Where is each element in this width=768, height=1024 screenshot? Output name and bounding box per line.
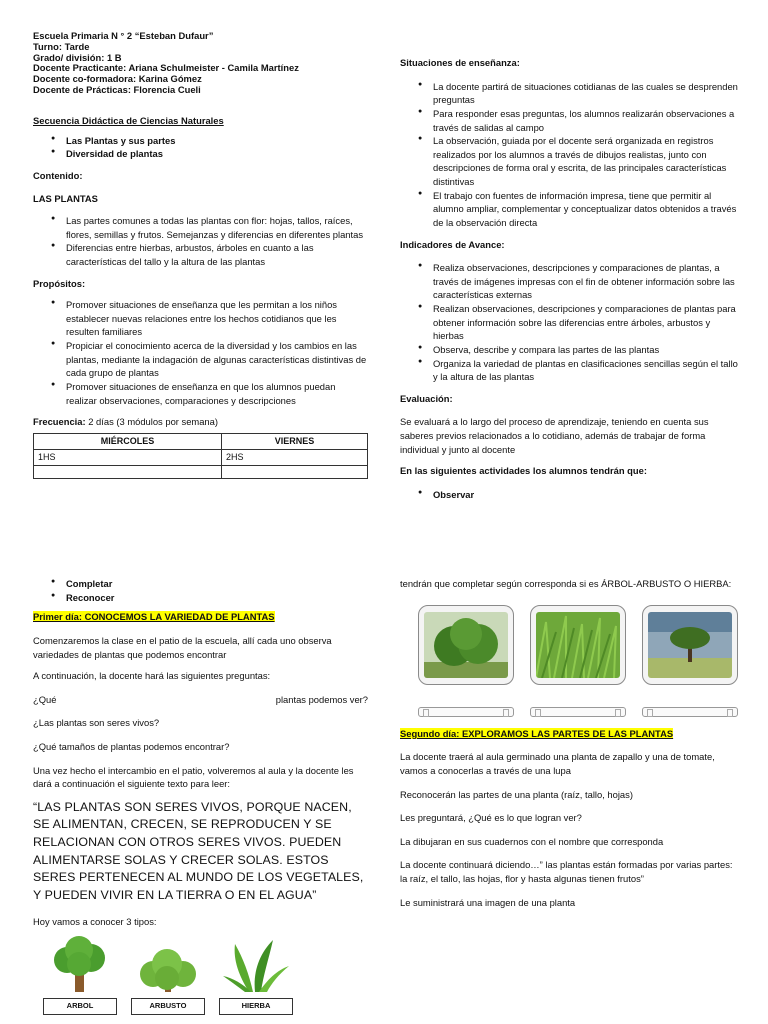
question-3: ¿Qué tamaños de plantas podemos encontrar? (33, 741, 230, 752)
list-item: ● Diferencias entre hierbas, arbustos, árboles en cuanto a las características del tallo y la altura de las plantas (33, 241, 368, 268)
header-coformadora: Docente co-formadora: Karina Gómez (33, 73, 202, 85)
dia1-intro: Comenzaremos la clase en el patio de la escuela, allí cada uno observa variedades de plantas que podemos encontrar (33, 634, 332, 660)
list-item: ● Diversidad de plantas (33, 147, 368, 161)
situaciones-list (400, 80, 738, 230)
dia2-para: La docente continuará diciendo…” las plantas están formadas por varias partes: la raíz, el tallo, las hojas, flor y hasta algunas tienen frutos” (400, 859, 733, 884)
list-item: ● Las partes comunes a todas las plantas con flor: hojas, tallos, raíces, flores, semillas y frutos. Semejanzas y diferencias en diferentes plantas (33, 214, 368, 241)
list-item: ● Observa, describe y compara las partes de las plantas (400, 343, 738, 357)
plant-card-arbol (43, 936, 117, 1015)
bush-photo-icon (424, 612, 508, 678)
list-item: ● Organiza la variedad de plantas en clasificaciones sencillas según el tallo y la altura de las plantas (400, 357, 738, 384)
actividades-list (400, 488, 738, 502)
dia2-para: La dibujaran en sus cuadernos con el nombre que corresponda (400, 835, 664, 847)
left-bottom-column (33, 577, 368, 1015)
right-bottom-column (400, 577, 738, 917)
answer-slots (418, 707, 738, 717)
topics-list (33, 134, 368, 161)
table-row (34, 449, 368, 465)
list-item: ● Promover situaciones de enseñanza que les permitan a los niños establecer nuevas relaciones entre los hechos cotidianos que les resulten familiares (33, 298, 368, 339)
dia2-para: La docente traerá al aula germinado una planta de zapallo y una de tomate, vamos a conocerlas a través de una lupa (400, 751, 715, 776)
contenido-list (33, 214, 368, 269)
header-grado: Grado/ división: 1 B (33, 51, 122, 63)
secuencia-title: Secuencia Didáctica de Ciencias Naturales (33, 114, 224, 126)
reading-quote: “LAS PLANTAS SON SERES VIVOS, PORQUE NACEN, SE ALIMENTAN, CRECEN, SE REPRODUCEN Y SE RELACIONAN CON OTROS SERES VIVOS. PUEDEN ALIMENTARSE SOLAS Y CRECER SOLAS. ESTOS SERES PERTENECEN AL MUNDO DE LOS VEGETALES, Y PUEDEN VIVIR EN LA TIERRA O EN EL AGUA” (33, 799, 364, 902)
grass-icon (219, 936, 293, 994)
answer-slot-3[interactable] (642, 707, 738, 717)
table-cell: 1HS (34, 449, 222, 465)
answer-slot-2[interactable] (530, 707, 626, 717)
dia1-reading-intro: Una vez hecho el intercambio en el patio, volveremos al aula y la docente les dará a continuación el siguiente texto para leer: (33, 764, 354, 790)
list-item: ● Las Plantas y sus partes (33, 134, 368, 148)
evaluacion-text: Se evaluará a lo largo del proceso de aprendizaje, teniendo en cuenta sus saberes previos relacionados a lo cotidiano, además de trabajar de forma individual y junto al docente (400, 416, 709, 455)
actividades-list-continued (33, 577, 368, 604)
question-1-start: ¿Qué (33, 693, 57, 705)
list-item: ● Promover situaciones de enseñanza en que los alumnos puedan realizar observaciones, comparaciones y descripciones (33, 380, 368, 407)
photo-card-grass (530, 605, 626, 685)
table-cell (222, 465, 368, 478)
frecuencia-value: 2 días (3 módulos por semana) (85, 416, 218, 428)
header-school: Escuela Primaria N ° 2 “Esteban Dufaur” (33, 30, 214, 41)
frecuencia-table (33, 433, 368, 479)
list-item: ● Realizan observaciones, descripciones y comparaciones de plantas para obtener información sobre las diferencias entre árboles, arbustos y hierbas (400, 302, 738, 343)
bush-icon (131, 936, 205, 994)
answer-slot-1[interactable] (418, 707, 514, 717)
header-practicas: Docente de Prácticas: Florencia Cueli (33, 84, 201, 96)
tree-photo-icon (648, 612, 732, 678)
list-item: ● Realiza observaciones, descripciones y comparaciones de plantas, a través de imágenes impresas con el fin de obtener información sobre las características externas (400, 261, 738, 302)
plant-types-row (43, 936, 368, 1015)
classification-photos (410, 597, 746, 693)
dia1-title: Primer día: CONOCEMOS LA VARIEDAD DE PLANTAS (33, 611, 275, 623)
table-cell: 2HS (222, 449, 368, 465)
table-header-viernes: VIERNES (222, 433, 368, 449)
indicadores-list (400, 261, 738, 384)
contenido-label: Contenido: (33, 169, 83, 181)
header-practicante: Docente Practicante: Ariana Schulmeister - Camila Martínez (33, 62, 299, 74)
propositos-label: Propósitos: (33, 277, 86, 289)
list-item: ● Completar (33, 577, 368, 591)
frecuencia-label: Frecuencia: (33, 416, 86, 428)
dia2-title-wrap (400, 727, 738, 741)
question-2: ¿Las plantas son seres vivos? (33, 717, 160, 729)
right-top-column (400, 56, 738, 510)
dia2-title: Segundo día: EXPLORAMOS LAS PARTES DE LAS PLANTAS (400, 727, 674, 739)
dia2-para: Les preguntará, ¿Qué es lo que logran ver? (400, 812, 582, 824)
left-top-column (33, 31, 368, 479)
plant-card-arbusto (131, 936, 205, 1015)
plant-label-arbusto: ARBUSTO (131, 998, 205, 1015)
photo-card-bush (418, 605, 514, 685)
dia1-title-wrap (33, 610, 368, 624)
tipos-intro: Hoy vamos a conocer 3 tipos: (33, 915, 157, 927)
photo-card-tree (642, 605, 738, 685)
plant-card-hierba (219, 936, 293, 1015)
completar-instruccion: tendrán que completar según corresponda si es ÁRBOL-ARBUSTO O HIERBA: (400, 578, 732, 589)
frecuencia-line (33, 415, 368, 429)
list-item: ● Propiciar el conocimiento acerca de la diversidad y los cambios en las plantas, mediante la indagación de algunas características distintivas de cada grupo de plantas (33, 339, 368, 380)
actividades-label: En las siguientes actividades los alumnos tendrán que: (400, 465, 647, 477)
header-turno: Turno: Tarde (33, 40, 90, 52)
dia2-para: Le suministrará una imagen de una planta (400, 896, 576, 908)
list-item: ● La observación, guiada por el docente será organizada en registros realizados por los alumnos a través de dibujos realistas, junto con descripciones de forma oral y escrita, de las principales características distintivas (400, 134, 738, 189)
table-cell (34, 465, 222, 478)
school-header (33, 31, 368, 96)
question-1-end: plantas podemos ver? (275, 693, 368, 705)
list-item: ● Observar (400, 488, 738, 502)
list-item: ● Para responder esas preguntas, los alumnos realizarán observaciones a través de salidas al campo (400, 107, 738, 134)
table-header-miercoles: MIÉRCOLES (34, 433, 222, 449)
list-item: ● El trabajo con fuentes de información impresa, tiene que permitir al alumno ampliar, complementar y conceptualizar datos obtenidos a través de la observación directa (400, 189, 738, 230)
tree-icon (43, 936, 117, 994)
dia1-preguntas-intro: A continuación, la docente hará las siguientes preguntas: (33, 670, 271, 682)
list-item: ● La docente partirá de situaciones cotidianas de las cuales se desprenden preguntas (400, 80, 738, 107)
evaluacion-label: Evaluación: (400, 392, 453, 404)
list-item: ● Reconocer (33, 591, 368, 605)
plantas-label: LAS PLANTAS (33, 193, 98, 205)
dia2-para: Reconocerán las partes de una planta (raíz, tallo, hojas) (400, 788, 633, 800)
situaciones-label: Situaciones de enseñanza: (400, 57, 520, 68)
plant-label-hierba: HIERBA (219, 998, 293, 1015)
plant-label-arbol: ARBOL (43, 998, 117, 1015)
question-1 (33, 693, 368, 707)
table-row (34, 465, 368, 478)
propositos-list (33, 298, 368, 407)
indicadores-label: Indicadores de Avance: (400, 238, 505, 250)
grass-photo-icon (536, 612, 620, 678)
